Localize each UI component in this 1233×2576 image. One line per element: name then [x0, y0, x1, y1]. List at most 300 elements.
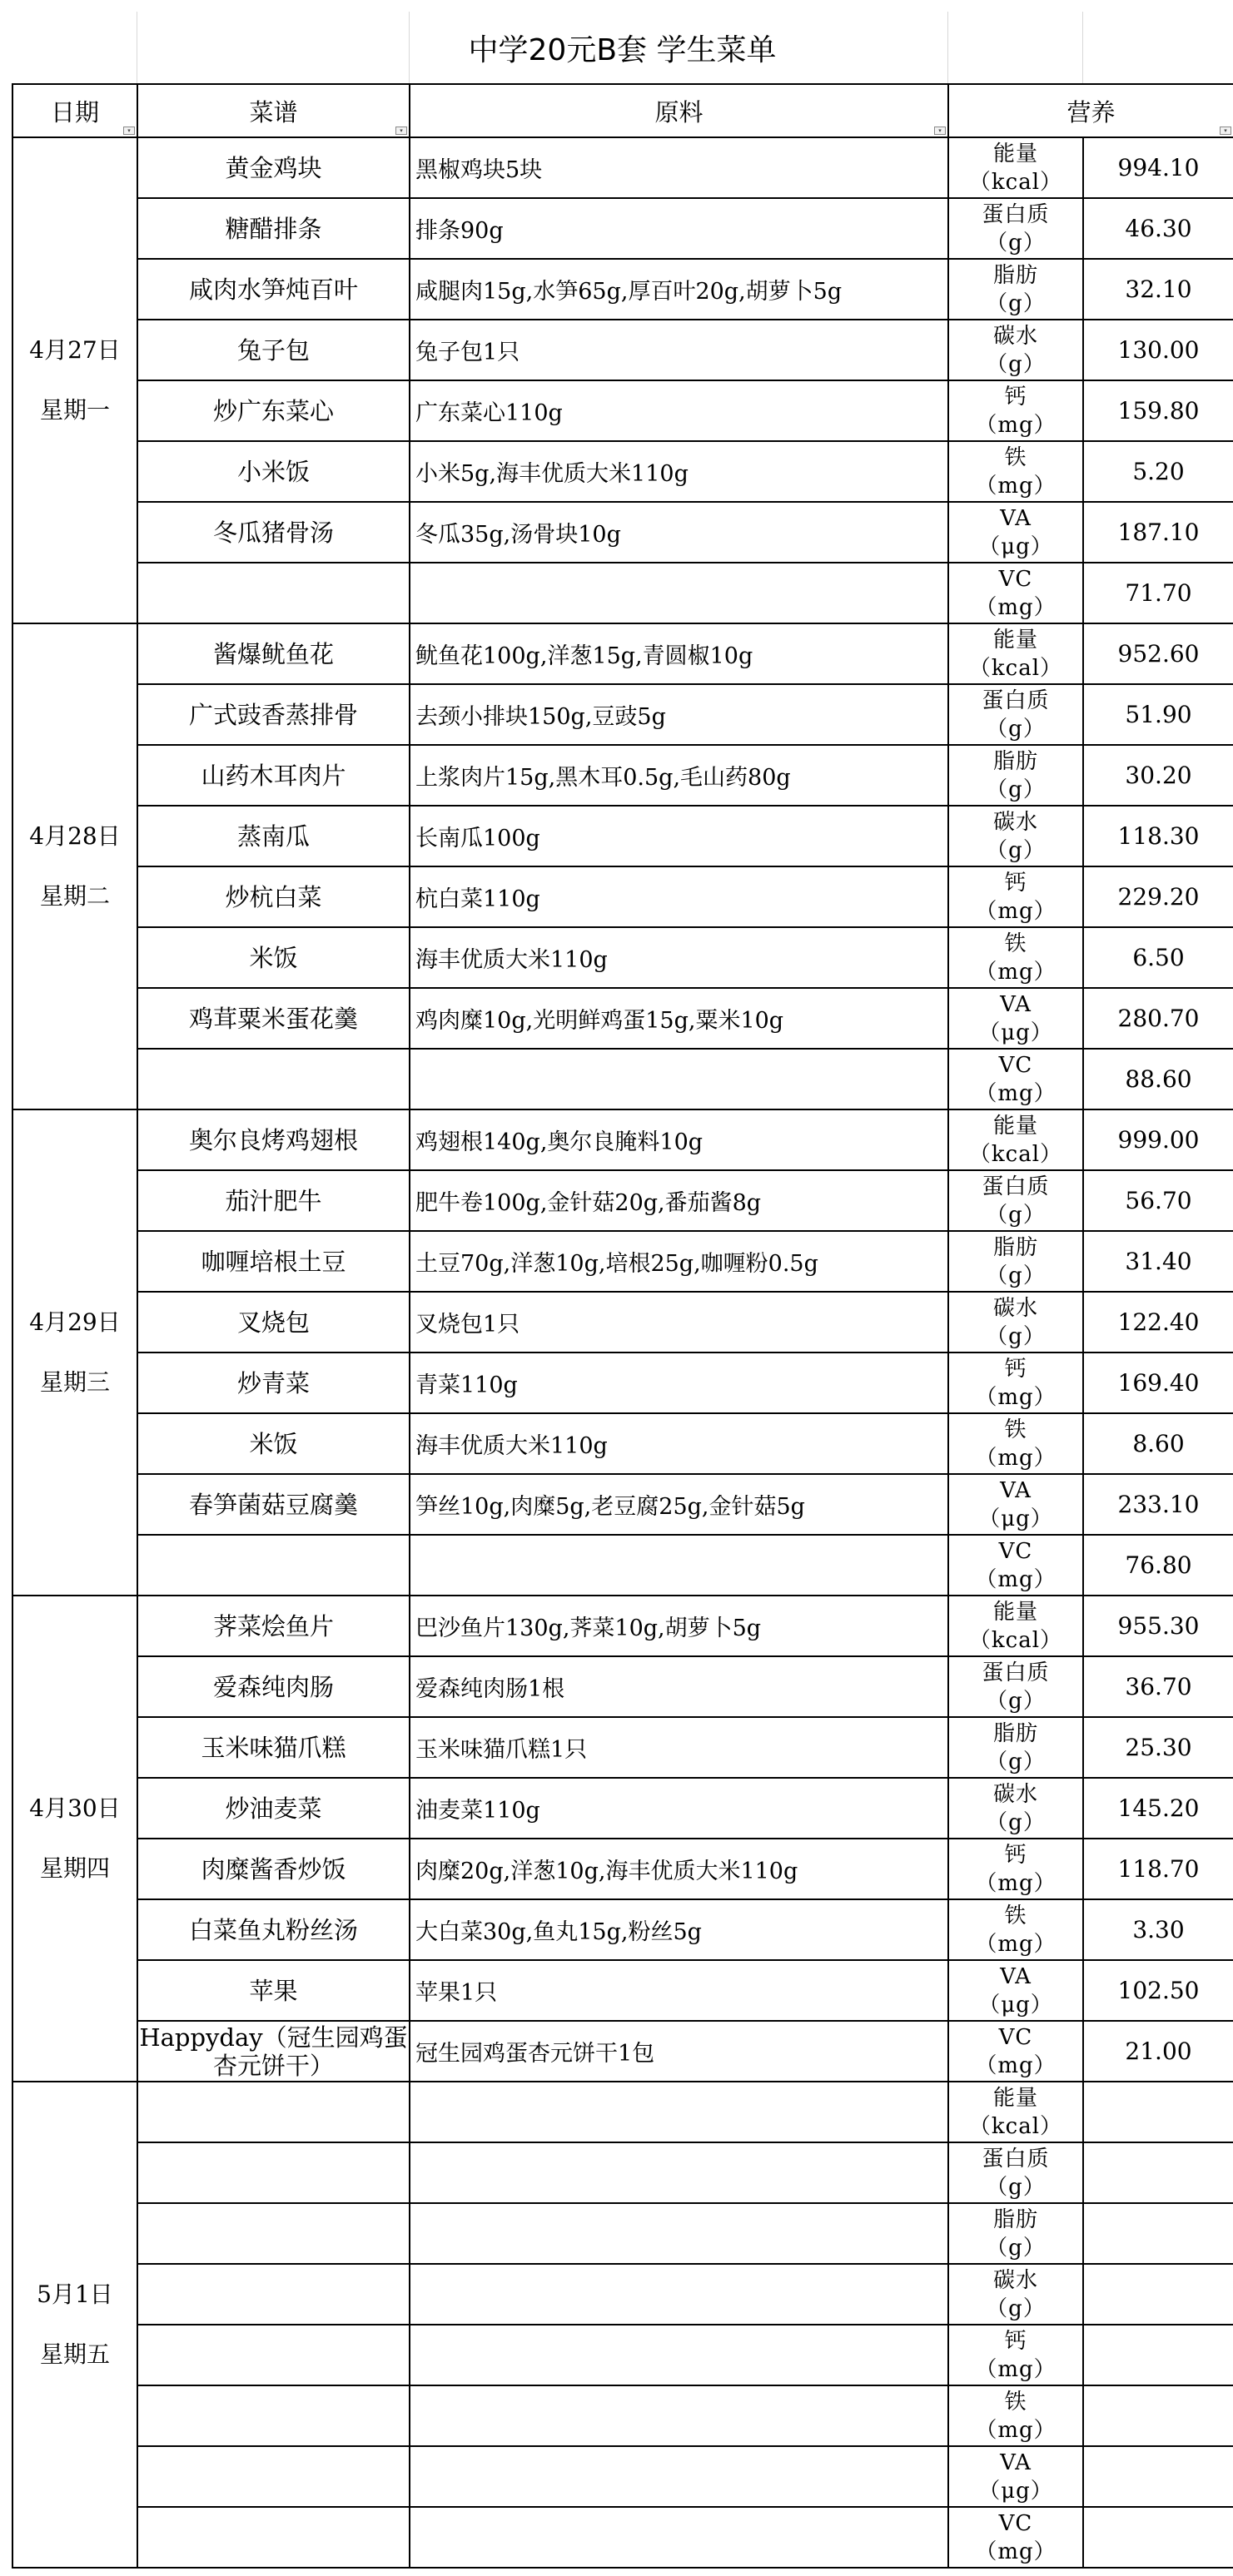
table-row [12, 1596, 1233, 1656]
nutrient-unit: （g） [986, 716, 1046, 742]
ingredients-cell[interactable]: 去颈小排块150g,豆豉5g [410, 684, 948, 745]
nutrient-label-cell[interactable] [948, 198, 1083, 259]
nutrient-unit: （μg） [978, 1992, 1053, 2018]
date-header[interactable] [12, 84, 137, 137]
nutrient-label-cell[interactable] [948, 745, 1083, 806]
nutrient-name: VA [1000, 1963, 1032, 1989]
dish-cell[interactable] [137, 2446, 410, 2507]
nutrient-name: 铁 [1004, 1903, 1027, 1928]
table-row [12, 2325, 1233, 2385]
nutrient-label-cell[interactable] [948, 2082, 1083, 2142]
nutrient-unit: （kcal） [968, 169, 1063, 195]
nutrient-name: 脂肪 [992, 1720, 1038, 1746]
nutrient-label-cell[interactable] [948, 1413, 1083, 1474]
dish-cell[interactable]: 咖喱培根土豆 [137, 1231, 410, 1292]
ingredients-cell[interactable]: 兔子包1只 [410, 320, 948, 380]
nutrient-unit: （g） [986, 351, 1046, 377]
table-row [12, 1109, 1233, 1170]
nutrient-label-cell[interactable] [948, 1292, 1083, 1353]
nutrient-unit: （mg） [975, 2417, 1057, 2443]
nutrient-value-cell[interactable]: 31.40 [1083, 1231, 1233, 1292]
ingredients-cell[interactable]: 巴沙鱼片130g,荠菜10g,胡萝卜5g [410, 1596, 948, 1656]
nutrient-label-cell[interactable] [948, 380, 1083, 441]
nutrient-unit: （mg） [975, 2539, 1057, 2564]
table-row [12, 380, 1233, 441]
dish-cell[interactable]: 炒广东菜心 [137, 380, 410, 441]
dish-cell[interactable]: 炒杭白菜 [137, 866, 410, 927]
dish-cell[interactable] [137, 2142, 410, 2203]
dish-cell[interactable] [137, 2264, 410, 2325]
ingredients-cell[interactable] [410, 2142, 948, 2203]
ingredients-cell[interactable] [410, 2507, 948, 2568]
nutrient-value-cell[interactable]: 233.10 [1083, 1474, 1233, 1535]
nutrient-name: 铁 [1004, 1417, 1027, 1442]
nutrient-label-cell[interactable] [948, 988, 1083, 1049]
nutrient-value-cell[interactable]: 8.60 [1083, 1413, 1233, 1474]
nutrient-name: 碳水 [992, 1781, 1038, 1807]
table-row [12, 563, 1233, 623]
dish-cell[interactable]: 广式豉香蒸排骨 [137, 684, 410, 745]
nutrient-label-cell[interactable] [948, 1474, 1083, 1535]
nutrition-header-label: 营养 [1066, 97, 1116, 127]
ingredients-cell[interactable] [410, 2446, 948, 2507]
table-row [12, 1292, 1233, 1353]
nutrient-value-cell[interactable] [1083, 2325, 1233, 2385]
nutrient-value-cell[interactable]: 3.30 [1083, 1899, 1233, 1960]
nutrient-unit: （kcal） [968, 1627, 1063, 1653]
nutrient-label-cell[interactable] [948, 1839, 1083, 1899]
table-row [12, 866, 1233, 927]
dish-cell[interactable] [137, 2507, 410, 2568]
ingredients-cell[interactable]: 鸡肉糜10g,光明鲜鸡蛋15g,粟米10g [410, 988, 948, 1049]
ingredients-cell[interactable]: 冬瓜35g,汤骨块10g [410, 502, 948, 563]
table-row [12, 927, 1233, 988]
nutrient-name: 钙 [1004, 870, 1027, 896]
nutrient-label-cell[interactable] [948, 1717, 1083, 1778]
filter-dropdown-icon[interactable]: ▾ [123, 127, 135, 135]
ingredients-cell[interactable]: 杭白菜110g [410, 866, 948, 927]
dish-cell[interactable] [137, 2082, 410, 2142]
nutrient-label-cell[interactable] [948, 623, 1083, 684]
nutrient-name: 碳水 [992, 323, 1038, 349]
nutrient-unit: （μg） [978, 2478, 1053, 2504]
nutrient-label-cell[interactable] [948, 320, 1083, 380]
dish-cell[interactable]: Happyday（冠生园鸡蛋杏元饼干） [137, 2021, 410, 2082]
ingredients-cell[interactable]: 小米5g,海丰优质大米110g [410, 441, 948, 502]
table-row [12, 1656, 1233, 1717]
weekday-label: 星期五 [39, 2340, 110, 2368]
ingredients-cell[interactable]: 海丰优质大米110g [410, 927, 948, 988]
nutrient-unit: （mg） [975, 1870, 1057, 1896]
table-row [12, 2142, 1233, 2203]
nutrient-label-cell[interactable] [948, 2385, 1083, 2446]
nutrient-value-cell[interactable]: 187.10 [1083, 502, 1233, 563]
weekday-label: 星期二 [39, 882, 110, 910]
dish-cell[interactable]: 山药木耳肉片 [137, 745, 410, 806]
dish-cell[interactable]: 炒油麦菜 [137, 1778, 410, 1839]
table-row [12, 198, 1233, 259]
nutrient-value-cell[interactable]: 130.00 [1083, 320, 1233, 380]
nutrient-value-cell[interactable]: 71.70 [1083, 563, 1233, 623]
dish-cell[interactable]: 糖醋排条 [137, 198, 410, 259]
weekday-label: 星期一 [39, 396, 110, 424]
nutrient-unit: （mg） [975, 594, 1057, 620]
nutrient-name: 钙 [1004, 384, 1027, 409]
table-row [12, 441, 1233, 502]
nutrient-unit: （g） [986, 230, 1046, 256]
table-row [12, 2203, 1233, 2264]
nutrient-name: 蛋白质 [982, 1174, 1050, 1199]
nutrition-header[interactable] [948, 84, 1233, 137]
ingredients-cell[interactable]: 长南瓜100g [410, 806, 948, 866]
ingredients-cell[interactable] [410, 1535, 948, 1596]
dish-cell[interactable]: 冬瓜猪骨汤 [137, 502, 410, 563]
nutrient-label-cell[interactable] [948, 502, 1083, 563]
nutrient-value-cell[interactable]: 5.20 [1083, 441, 1233, 502]
header-row [12, 84, 1233, 137]
table-row [12, 1717, 1233, 1778]
nutrient-name: VA [1000, 991, 1032, 1017]
dish-cell[interactable]: 酱爆鱿鱼花 [137, 623, 410, 684]
ingredients-cell[interactable]: 油麦菜110g [410, 1778, 948, 1839]
nutrient-name: 脂肪 [992, 262, 1038, 288]
nutrient-label-cell[interactable] [948, 2325, 1083, 2385]
ingredients-cell[interactable]: 冠生园鸡蛋杏元饼干1包 [410, 2021, 948, 2082]
ingredients-cell[interactable]: 肉糜20g,洋葱10g,海丰优质大米110g [410, 1839, 948, 1899]
nutrient-label-cell[interactable] [948, 2021, 1083, 2082]
dish-cell[interactable]: 黄金鸡块 [137, 137, 410, 198]
ingredients-cell[interactable]: 黑椒鸡块5块 [410, 137, 948, 198]
table-row [12, 502, 1233, 563]
ingredients-cell[interactable]: 鸡翅根140g,奥尔良腌料10g [410, 1109, 948, 1170]
table-row [12, 1170, 1233, 1231]
nutrient-label-cell[interactable] [948, 866, 1083, 927]
dish-cell[interactable]: 白菜鱼丸粉丝汤 [137, 1899, 410, 1960]
dish-cell[interactable]: 蒸南瓜 [137, 806, 410, 866]
nutrient-label-cell[interactable] [948, 1231, 1083, 1292]
nutrient-value-cell[interactable]: 169.40 [1083, 1353, 1233, 1413]
table-row [12, 745, 1233, 806]
dish-cell[interactable]: 春笋菌菇豆腐羹 [137, 1474, 410, 1535]
nutrient-name: 碳水 [992, 2267, 1038, 2293]
ingredients-cell[interactable]: 玉米味猫爪糕1只 [410, 1717, 948, 1778]
nutrient-label-cell[interactable] [948, 2264, 1083, 2325]
table-row [12, 2446, 1233, 2507]
table-row [12, 1413, 1233, 1474]
nutrient-name: 钙 [1004, 1356, 1027, 1382]
nutrient-unit: （g） [986, 290, 1046, 316]
dish-cell[interactable]: 荠菜烩鱼片 [137, 1596, 410, 1656]
nutrient-unit: （mg） [975, 1445, 1057, 1471]
date-cell[interactable] [12, 1109, 137, 1596]
nutrient-value-cell[interactable]: 51.90 [1083, 684, 1233, 745]
nutrient-name: 脂肪 [992, 748, 1038, 774]
ingredients-cell[interactable]: 鱿鱼花100g,洋葱15g,青圆椒10g [410, 623, 948, 684]
nutrient-value-cell[interactable] [1083, 2082, 1233, 2142]
nutrient-label-cell[interactable] [948, 1960, 1083, 2021]
nutrient-name: 蛋白质 [982, 201, 1050, 227]
nutrient-name: 钙 [1004, 1842, 1027, 1868]
table-row [12, 1474, 1233, 1535]
dish-cell[interactable]: 米饭 [137, 1413, 410, 1474]
nutrient-name: VA [1000, 2449, 1032, 2475]
nutrient-unit: （mg） [975, 473, 1057, 499]
nutrient-label-cell[interactable] [948, 259, 1083, 320]
dish-cell[interactable]: 炒青菜 [137, 1353, 410, 1413]
dish-cell[interactable]: 玉米味猫爪糕 [137, 1717, 410, 1778]
ingredients-cell[interactable]: 青菜110g [410, 1353, 948, 1413]
nutrient-value-cell[interactable] [1083, 2203, 1233, 2264]
nutrient-name: VC [998, 2024, 1033, 2050]
filter-dropdown-icon[interactable]: ▾ [395, 127, 407, 135]
ingredients-cell[interactable]: 广东菜心110g [410, 380, 948, 441]
dish-cell[interactable] [137, 2385, 410, 2446]
nutrient-value-cell[interactable]: 30.20 [1083, 745, 1233, 806]
table-row [12, 1353, 1233, 1413]
nutrient-value-cell[interactable]: 955.30 [1083, 1596, 1233, 1656]
nutrient-name: 碳水 [992, 1295, 1038, 1321]
nutrient-name: 钙 [1004, 2328, 1027, 2354]
date-header-label: 日期 [50, 97, 99, 127]
ingredients-cell[interactable] [410, 2264, 948, 2325]
date-cell[interactable] [12, 1596, 137, 2082]
ingredients-cell[interactable]: 笋丝10g,肉糜5g,老豆腐25g,金针菇5g [410, 1474, 948, 1535]
nutrient-name: 能量 [992, 1599, 1038, 1625]
nutrient-value-cell[interactable]: 159.80 [1083, 380, 1233, 441]
nutrient-value-cell[interactable]: 118.30 [1083, 806, 1233, 866]
table-row [12, 1960, 1233, 2021]
dish-cell[interactable] [137, 2203, 410, 2264]
nutrient-value-cell[interactable]: 145.20 [1083, 1778, 1233, 1839]
filter-dropdown-icon[interactable]: ▾ [1220, 127, 1231, 135]
nutrient-name: 能量 [992, 141, 1038, 166]
nutrient-unit: （mg） [975, 959, 1057, 985]
ingredients-cell[interactable]: 海丰优质大米110g [410, 1413, 948, 1474]
nutrient-name: 蛋白质 [982, 687, 1050, 713]
nutrient-value-cell[interactable]: 994.10 [1083, 137, 1233, 198]
table-row [12, 2385, 1233, 2446]
nutrient-label-cell[interactable] [948, 927, 1083, 988]
nutrient-unit: （mg） [975, 898, 1057, 924]
table-row [12, 1231, 1233, 1292]
date-cell[interactable] [12, 623, 137, 1109]
ingredients-header[interactable] [410, 84, 948, 137]
dish-header-label: 菜谱 [249, 97, 298, 127]
nutrient-unit: （kcal） [968, 2113, 1063, 2139]
filter-dropdown-icon[interactable]: ▾ [934, 127, 946, 135]
nutrient-label-cell[interactable] [948, 1353, 1083, 1413]
date-label: 4月27日 [29, 336, 121, 364]
dish-cell[interactable] [137, 563, 410, 623]
nutrient-name: VC [998, 566, 1033, 592]
dish-cell[interactable]: 米饭 [137, 927, 410, 988]
nutrient-name: VC [998, 1538, 1033, 1564]
nutrient-unit: （g） [986, 1202, 1046, 1228]
nutrient-unit: （mg） [975, 1080, 1057, 1106]
table-row [12, 1778, 1233, 1839]
nutrient-name: 铁 [1004, 444, 1027, 470]
nutrient-label-cell[interactable] [948, 806, 1083, 866]
nutrient-unit: （mg） [975, 1931, 1057, 1957]
nutrient-label-cell[interactable] [948, 137, 1083, 198]
nutrient-unit: （g） [986, 1749, 1046, 1774]
nutrient-name: 能量 [992, 2085, 1038, 2111]
dish-cell[interactable]: 肉糜酱香炒饭 [137, 1839, 410, 1899]
dish-cell[interactable]: 苹果 [137, 1960, 410, 2021]
ingredients-cell[interactable]: 爱森纯肉肠1根 [410, 1656, 948, 1717]
table-row [12, 1899, 1233, 1960]
nutrient-label-cell[interactable] [948, 1170, 1083, 1231]
nutrient-value-cell[interactable]: 999.00 [1083, 1109, 1233, 1170]
ingredients-header-label: 原料 [654, 97, 704, 127]
nutrient-value-cell[interactable]: 76.80 [1083, 1535, 1233, 1596]
ingredients-cell[interactable] [410, 2385, 948, 2446]
nutrient-unit: （mg） [975, 2052, 1057, 2078]
nutrient-value-cell[interactable]: 952.60 [1083, 623, 1233, 684]
ingredients-cell[interactable] [410, 563, 948, 623]
table-row [12, 1839, 1233, 1899]
table-row [12, 2507, 1233, 2568]
nutrient-label-cell[interactable] [948, 441, 1083, 502]
table-row [12, 1049, 1233, 1109]
ingredients-cell[interactable] [410, 2082, 948, 2142]
ingredients-cell[interactable] [410, 1049, 948, 1109]
nutrient-label-cell[interactable] [948, 2142, 1083, 2203]
nutrient-value-cell[interactable]: 36.70 [1083, 1656, 1233, 1717]
table-row [12, 684, 1233, 745]
ingredients-cell[interactable]: 土豆70g,洋葱10g,培根25g,咖喱粉0.5g [410, 1231, 948, 1292]
dish-cell[interactable] [137, 1049, 410, 1109]
nutrient-label-cell[interactable] [948, 1899, 1083, 1960]
date-label: 4月30日 [29, 1794, 121, 1822]
nutrient-unit: （mg） [975, 1566, 1057, 1592]
weekday-label: 星期四 [39, 1854, 110, 1882]
nutrient-value-cell[interactable]: 229.20 [1083, 866, 1233, 927]
ingredients-cell[interactable] [410, 2325, 948, 2385]
weekday-label: 星期三 [39, 1368, 110, 1396]
nutrient-label-cell[interactable] [948, 1109, 1083, 1170]
nutrient-unit: （kcal） [968, 1141, 1063, 1167]
nutrient-unit: （g） [986, 837, 1046, 863]
dish-cell[interactable]: 咸肉水笋炖百叶 [137, 259, 410, 320]
nutrient-unit: （g） [986, 2296, 1046, 2321]
nutrient-value-cell[interactable]: 280.70 [1083, 988, 1233, 1049]
nutrient-name: 蛋白质 [982, 1660, 1050, 1685]
dish-cell[interactable]: 兔子包 [137, 320, 410, 380]
nutrient-value-cell[interactable]: 122.40 [1083, 1292, 1233, 1353]
ingredients-cell[interactable]: 上浆肉片15g,黑木耳0.5g,毛山药80g [410, 745, 948, 806]
date-label: 4月28日 [29, 822, 121, 850]
nutrient-value-cell[interactable] [1083, 2264, 1233, 2325]
page-title: 中学20元B套 学生菜单 [468, 32, 777, 67]
date-label: 4月29日 [29, 1308, 121, 1336]
nutrient-label-cell[interactable] [948, 1535, 1083, 1596]
nutrient-value-cell[interactable]: 56.70 [1083, 1170, 1233, 1231]
dish-cell[interactable]: 爱森纯肉肠 [137, 1656, 410, 1717]
nutrient-label-cell[interactable] [948, 1596, 1083, 1656]
ingredients-cell[interactable]: 咸腿肉15g,水笋65g,厚百叶20g,胡萝卜5g [410, 259, 948, 320]
nutrient-unit: （kcal） [968, 655, 1063, 681]
nutrient-label-cell[interactable] [948, 1778, 1083, 1839]
dish-header[interactable] [137, 84, 410, 137]
date-cell[interactable] [12, 2082, 137, 2568]
nutrient-value-cell[interactable]: 118.70 [1083, 1839, 1233, 1899]
menu-table [12, 83, 1233, 2569]
nutrient-name: 铁 [1004, 2389, 1027, 2415]
ingredients-cell[interactable]: 苹果1只 [410, 1960, 948, 2021]
ingredients-cell[interactable] [410, 2203, 948, 2264]
nutrient-value-cell[interactable]: 25.30 [1083, 1717, 1233, 1778]
nutrient-name: 能量 [992, 1113, 1038, 1139]
nutrient-unit: （g） [986, 1263, 1046, 1288]
nutrient-name: 脂肪 [992, 2206, 1038, 2232]
dish-cell[interactable] [137, 2325, 410, 2385]
nutrient-label-cell[interactable] [948, 684, 1083, 745]
nutrient-unit: （μg） [978, 1506, 1053, 1531]
date-label: 5月1日 [37, 2281, 113, 2308]
nutrient-value-cell[interactable]: 32.10 [1083, 259, 1233, 320]
dish-cell[interactable] [137, 1535, 410, 1596]
table-row [12, 2264, 1233, 2325]
dish-cell[interactable]: 茄汁肥牛 [137, 1170, 410, 1231]
table-row [12, 137, 1233, 198]
nutrient-value-cell[interactable]: 102.50 [1083, 1960, 1233, 2021]
nutrient-name: 能量 [992, 627, 1038, 653]
nutrient-name: VC [998, 1052, 1033, 1078]
nutrient-unit: （g） [986, 777, 1046, 802]
nutrient-value-cell[interactable]: 6.50 [1083, 927, 1233, 988]
table-row [12, 623, 1233, 684]
nutrient-value-cell[interactable]: 88.60 [1083, 1049, 1233, 1109]
nutrient-unit: （g） [986, 2174, 1046, 2200]
table-row [12, 1535, 1233, 1596]
nutrient-value-cell[interactable] [1083, 2446, 1233, 2507]
table-row [12, 2082, 1233, 2142]
nutrient-label-cell[interactable] [948, 563, 1083, 623]
ingredients-cell[interactable]: 肥牛卷100g,金针菇20g,番茄酱8g [410, 1170, 948, 1231]
nutrient-value-cell[interactable]: 46.30 [1083, 198, 1233, 259]
nutrient-unit: （g） [986, 1688, 1046, 1714]
nutrient-value-cell[interactable] [1083, 2142, 1233, 2203]
table-row [12, 320, 1233, 380]
nutrient-label-cell[interactable] [948, 2203, 1083, 2264]
ingredients-cell[interactable]: 排条90g [410, 198, 948, 259]
nutrient-unit: （g） [986, 2235, 1046, 2261]
nutrient-name: VA [1000, 505, 1032, 531]
nutrient-label-cell[interactable] [948, 1049, 1083, 1109]
nutrient-name: 铁 [1004, 931, 1027, 956]
dish-cell[interactable]: 奥尔良烤鸡翅根 [137, 1109, 410, 1170]
table-row [12, 806, 1233, 866]
nutrient-name: VC [998, 2510, 1033, 2536]
table-row [12, 988, 1233, 1049]
nutrient-name: 脂肪 [992, 1234, 1038, 1260]
nutrient-label-cell[interactable] [948, 2446, 1083, 2507]
nutrient-value-cell[interactable] [1083, 2507, 1233, 2568]
dish-cell[interactable]: 小米饭 [137, 441, 410, 502]
ingredients-cell[interactable]: 叉烧包1只 [410, 1292, 948, 1353]
dish-cell[interactable]: 鸡茸粟米蛋花羹 [137, 988, 410, 1049]
nutrient-label-cell[interactable] [948, 1656, 1083, 1717]
dish-cell[interactable]: 叉烧包 [137, 1292, 410, 1353]
nutrient-value-cell[interactable] [1083, 2385, 1233, 2446]
nutrient-label-cell[interactable] [948, 2507, 1083, 2568]
nutrient-name: VA [1000, 1477, 1032, 1503]
ingredients-cell[interactable]: 大白菜30g,鱼丸15g,粉丝5g [410, 1899, 948, 1960]
nutrient-unit: （mg） [975, 2356, 1057, 2382]
date-cell[interactable] [12, 137, 137, 623]
nutrient-value-cell[interactable]: 21.00 [1083, 2021, 1233, 2082]
